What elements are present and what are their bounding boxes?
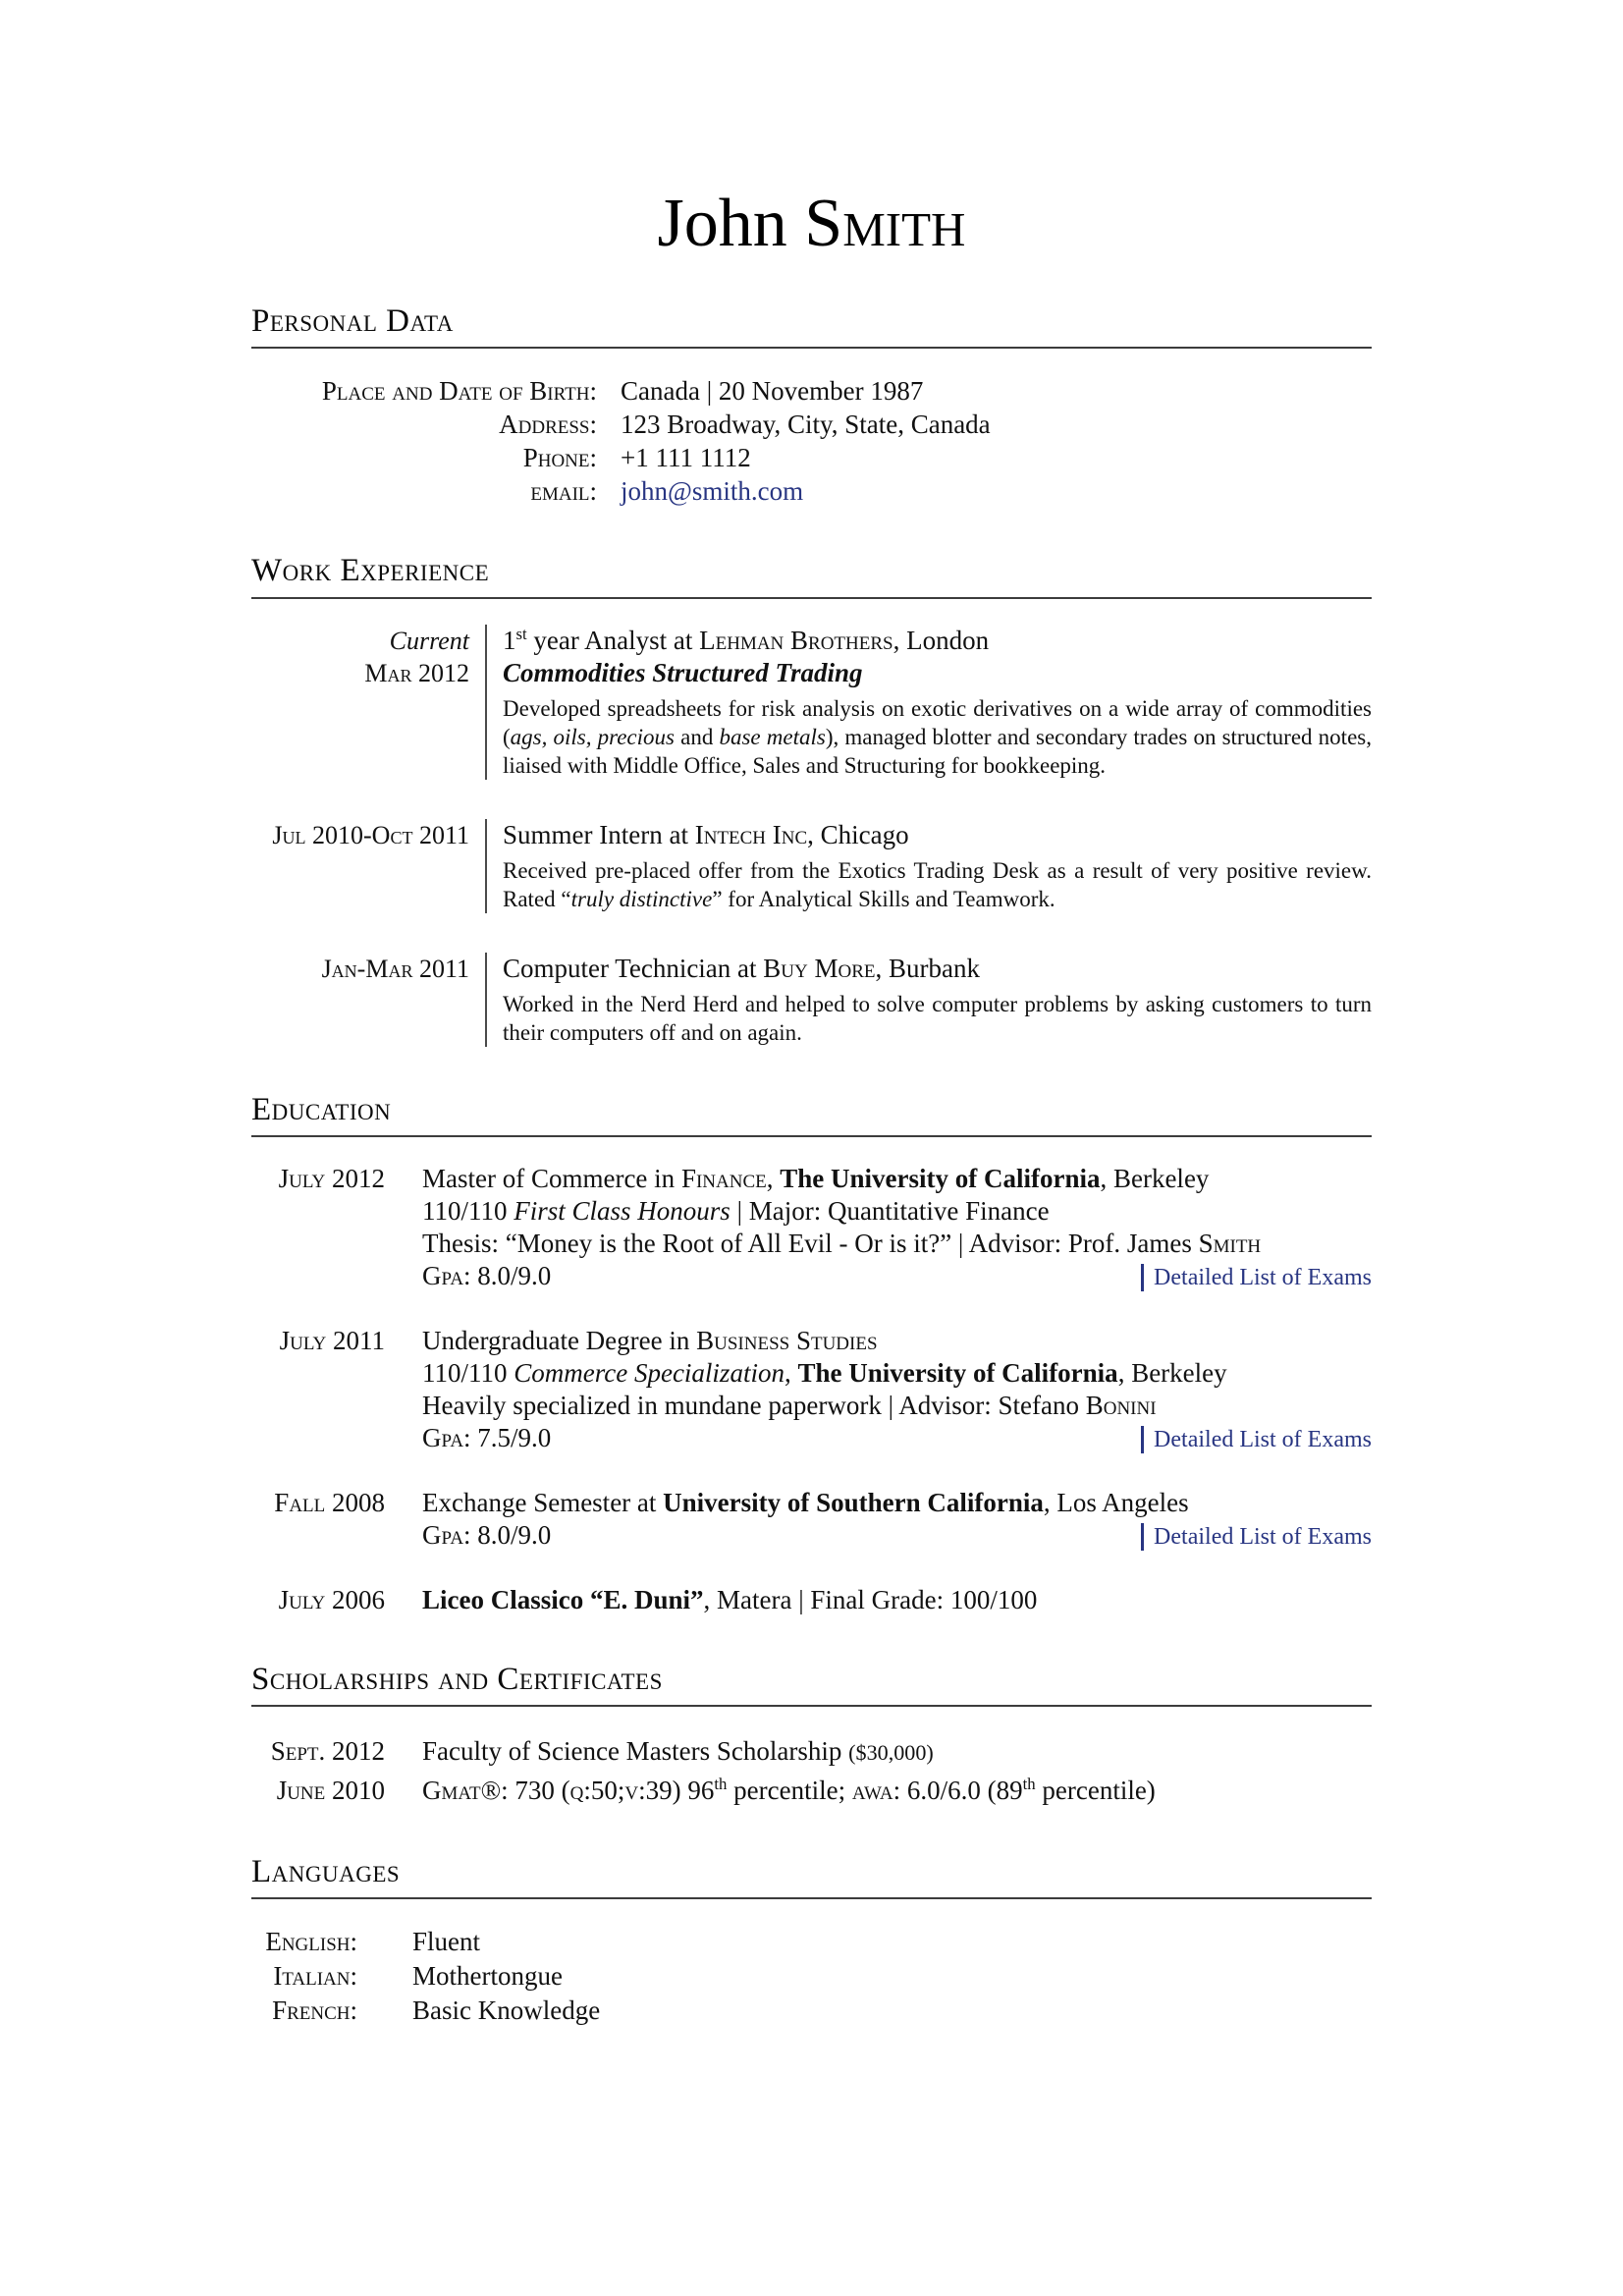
- scholarship-description: Gmat®: 730 (q:50;v:39) 96th percentile; awa: 6.0/6.0 (89th percentile): [422, 1775, 1156, 1806]
- language-level-french: Basic Knowledge: [412, 1995, 601, 2026]
- address-value: 123 Broadway, City, State, Canada: [621, 410, 991, 440]
- education-degree-line: Exchange Semester at University of Southern California, Los Angeles: [422, 1487, 1189, 1517]
- scholarship-description: Faculty of Science Masters Scholarship ($30,000): [422, 1736, 934, 1767]
- section-personal-data: [251, 303, 1372, 508]
- work-entry-description: Received pre-placed offer from the Exotics Trading Desk as a result of very positive review. Rated “truly distinctive” for Analytical Skills and Teamwork.: [503, 857, 1372, 911]
- work-entry-dates: [251, 819, 485, 913]
- personal-data-table: [251, 374, 1372, 508]
- education-entry-liceo: [251, 1584, 1372, 1616]
- language-label-italian: Italian:: [273, 1961, 357, 1992]
- education-thesis-line: Thesis: “Money is the Root of All Evil - Or is it?” | Advisor: Prof. James Smith: [422, 1228, 1262, 1258]
- education-entry-body: [422, 1325, 1372, 1454]
- address-label: Address:: [499, 410, 597, 440]
- gpa-value: Gpa: 8.0/9.0: [422, 1260, 552, 1290]
- detailed-exams-link[interactable]: Detailed List of Exams: [1141, 1264, 1372, 1291]
- work-date-line: Current: [389, 626, 469, 655]
- work-entry-description: Worked in the Nerd Herd and helped to solve computer problems by asking customers to turn their computers off and on again.: [503, 991, 1372, 1045]
- education-gpa-row: [422, 1260, 1372, 1292]
- work-entry-dates: [251, 625, 485, 780]
- languages-heading: Languages: [251, 1854, 1372, 1899]
- gpa-value: Gpa: 8.0/9.0: [422, 1519, 552, 1550]
- section-work-experience: [251, 553, 1372, 1046]
- work-date-line: Jan-Mar 2011: [321, 954, 469, 983]
- email-label: email:: [530, 476, 597, 507]
- scholarship-row: [251, 1772, 1372, 1809]
- scholarships-heading: Scholarships and Certificates: [251, 1662, 1372, 1707]
- work-entry-description: Developed spreadsheets for risk analysis on exotic derivatives on a wide array of commodities (ags, oils, precious and base metals), managed blotter and secondary trades on structured notes, liaised with Middle Office, Sales and Structuring for bookkeeping.: [503, 695, 1372, 778]
- education-entry-date: July 2012: [278, 1163, 385, 1193]
- education-honours-line: 110/110 First Class Honours | Major: Quantitative Finance: [422, 1195, 1050, 1226]
- languages-table: [251, 1925, 1372, 2028]
- education-heading: Education: [251, 1092, 1372, 1137]
- work-entry-body: [485, 625, 1372, 780]
- education-entry-exchange: [251, 1487, 1372, 1552]
- work-experience-heading: Work Experience: [251, 553, 1372, 598]
- detailed-exams-link[interactable]: Detailed List of Exams: [1141, 1523, 1372, 1551]
- work-entry-body: [485, 953, 1372, 1047]
- education-gpa-row: [422, 1422, 1372, 1454]
- work-entry-buymore: [251, 953, 1372, 1047]
- detailed-exams-link[interactable]: Detailed List of Exams: [1141, 1426, 1372, 1453]
- scholarship-date: Sept. 2012: [270, 1736, 385, 1767]
- education-specialization-line: Heavily specialized in mundane paperwork | Advisor: Stefano Bonini: [422, 1390, 1157, 1420]
- phone-label: Phone:: [522, 443, 597, 473]
- work-entry-body: [485, 819, 1372, 913]
- education-entry-masters: [251, 1163, 1372, 1292]
- education-entry-body: [422, 1163, 1372, 1292]
- last-name: Smith: [804, 186, 966, 261]
- phone-value: +1 111 1112: [621, 443, 751, 473]
- work-entry-title: Summer Intern at Intech Inc, Chicago: [503, 819, 909, 849]
- education-degree-line: Liceo Classico “E. Duni”, Matera | Final Grade: 100/100: [422, 1584, 1038, 1614]
- birth-label: Place and Date of Birth:: [321, 376, 597, 407]
- work-date-line: Jul 2010-Oct 2011: [272, 820, 469, 849]
- language-label-french: French:: [272, 1995, 357, 2026]
- work-entry-intech: [251, 819, 1372, 913]
- scholarship-date: June 2010: [276, 1776, 385, 1806]
- section-education: [251, 1092, 1372, 1616]
- scholarship-rows: [251, 1732, 1372, 1809]
- work-entry-title: 1st year Analyst at Lehman Brothers, London: [503, 624, 990, 655]
- language-level-english: Fluent: [412, 1927, 481, 1957]
- personal-data-heading: Personal Data: [251, 303, 1372, 349]
- scholarship-row: [251, 1732, 1372, 1772]
- work-entries: [251, 625, 1372, 1047]
- language-label-english: English:: [265, 1927, 357, 1957]
- education-entry-date: July 2006: [278, 1584, 385, 1614]
- email-link[interactable]: john@smith.com: [621, 476, 804, 507]
- birth-value: Canada | 20 November 1987: [621, 376, 924, 407]
- first-name: John: [657, 186, 805, 261]
- work-date-line: Mar 2012: [364, 658, 469, 687]
- gpa-value: Gpa: 7.5/9.0: [422, 1422, 552, 1452]
- education-entry-body: [422, 1487, 1372, 1552]
- page-title: [251, 0, 1372, 261]
- education-degree-line: Master of Commerce in Finance, The University of California, Berkeley: [422, 1163, 1210, 1193]
- education-honours-line: 110/110 Commerce Specialization, The University of California, Berkeley: [422, 1357, 1227, 1388]
- section-scholarships: [251, 1662, 1372, 1809]
- education-degree-line: Undergraduate Degree in Business Studies: [422, 1325, 878, 1355]
- education-entry-undergraduate: [251, 1325, 1372, 1454]
- section-languages: [251, 1854, 1372, 2028]
- education-entry-date: July 2011: [279, 1325, 385, 1355]
- education-entry-body: [422, 1584, 1372, 1616]
- work-entry-title: Computer Technician at Buy More, Burbank: [503, 953, 980, 983]
- education-entry-date: Fall 2008: [274, 1487, 385, 1517]
- language-level-italian: Mothertongue: [412, 1961, 563, 1992]
- work-entry-subtitle: Commodities Structured Trading: [503, 657, 863, 687]
- work-entry-lehman: [251, 625, 1372, 780]
- education-gpa-row: [422, 1519, 1372, 1552]
- education-entries: [251, 1163, 1372, 1616]
- work-entry-dates: [251, 953, 485, 1047]
